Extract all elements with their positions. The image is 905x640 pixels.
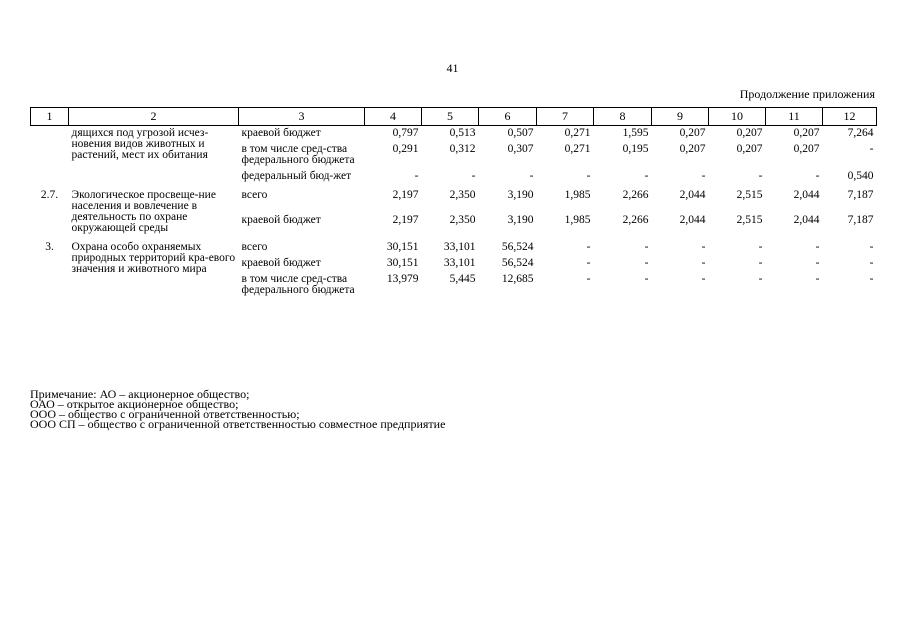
value-cell-col-10: 0,207 (736, 143, 763, 155)
column-header-8: 8 (594, 108, 652, 126)
table-body (31, 126, 877, 300)
value-cell-col-7: 0,271 (564, 127, 591, 139)
value-cell-col-9: 0,207 (679, 143, 706, 155)
value-cell-col-6: 3,190 (507, 214, 534, 227)
value-cell-col-10: - (758, 241, 763, 253)
value-cell-col-9: - (701, 257, 706, 269)
footnote-line: ОАО – открытое акционерное общество; (30, 397, 239, 411)
budget-table (30, 107, 877, 299)
value-cell-col-8: 2,266 (622, 214, 649, 227)
funding-source: всего (241, 189, 268, 201)
value-cell-col-12: - (869, 273, 874, 285)
funding-source: краевой бюджет (241, 257, 321, 269)
value-cell-col-5: 2,350 (449, 189, 476, 201)
funding-source: в том числе сред-ства федерального бюджета (241, 143, 355, 166)
value-cell-col-12: 7,187 (847, 189, 874, 201)
column-header-3: 3 (239, 108, 365, 126)
item-name: дящихся под угрозой исчез-новения видов животных и растений, мест их обитания (71, 127, 209, 161)
value-cell-col-5: 0,312 (449, 143, 476, 155)
value-cell-col-11: - (815, 257, 820, 269)
value-cell-col-6: 12,685 (501, 273, 534, 285)
table-row (31, 126, 877, 143)
value-cell-col-4: 30,151 (386, 257, 419, 269)
value-cell-col-10: 0,207 (736, 127, 763, 139)
value-cell-col-12: 7,264 (847, 127, 874, 139)
value-cell-col-4: 0,291 (392, 143, 419, 155)
value-cell-col-6: 3,190 (507, 189, 534, 201)
column-header-12: 12 (823, 108, 877, 126)
item-index: 2.7. (40, 189, 59, 201)
column-header-9: 9 (652, 108, 709, 126)
value-cell-col-9: 2,044 (679, 189, 706, 201)
value-cell-col-8: 2,266 (622, 189, 649, 201)
item-name: Охрана особо охраняемых природных территорий кра-евого значения и животного мира (71, 241, 236, 275)
value-cell-col-5: - (471, 170, 476, 182)
value-cell-col-5: 0,513 (449, 127, 476, 139)
column-header-6: 6 (479, 108, 537, 126)
value-cell-col-12: 0,540 (847, 170, 874, 182)
value-cell-col-11: 2,044 (793, 189, 820, 201)
value-cell-col-8: - (644, 241, 649, 253)
value-cell-col-12: - (869, 241, 874, 253)
value-cell-col-7: 1,985 (564, 189, 591, 201)
value-cell-col-4: 2,197 (392, 189, 419, 201)
value-cell-col-5: 2,350 (449, 214, 476, 227)
value-cell-col-9: - (701, 170, 706, 182)
value-cell-col-8: - (644, 170, 649, 182)
item-index: 3. (45, 241, 54, 253)
value-cell-col-12: - (869, 257, 874, 269)
item-index (31, 126, 69, 186)
value-cell-col-5: 33,101 (443, 257, 476, 269)
value-cell-col-6: - (529, 170, 534, 182)
value-cell-col-6: 0,307 (507, 143, 534, 155)
value-cell-col-4: 0,797 (392, 127, 419, 139)
value-cell-col-12: 7,187 (847, 214, 874, 227)
value-cell-col-10: 2,515 (736, 214, 763, 227)
footnote-block (30, 389, 445, 429)
header-row (31, 108, 877, 126)
value-cell-col-10: - (758, 257, 763, 269)
table-row (31, 185, 877, 213)
value-cell-col-8: - (644, 273, 649, 285)
funding-source: федеральный бюд-жет (241, 170, 352, 182)
column-header-2: 2 (69, 108, 239, 126)
funding-source: всего (241, 241, 268, 253)
column-header-4: 4 (365, 108, 422, 126)
column-header-11: 11 (766, 108, 823, 126)
column-header-5: 5 (422, 108, 479, 126)
table-row (31, 237, 877, 256)
value-cell-col-4: 30,151 (386, 241, 419, 253)
value-cell-col-10: - (758, 273, 763, 285)
value-cell-col-6: 56,524 (501, 257, 534, 269)
value-cell-col-12: - (869, 143, 874, 155)
value-cell-col-7: - (586, 241, 591, 253)
item-name: Экологическое просвеще-ние населения и вовлечение в деятельность по охране окружающей среды (71, 189, 216, 234)
value-cell-col-10: - (758, 170, 763, 182)
value-cell-col-4: - (414, 170, 419, 182)
value-cell-col-7: - (586, 273, 591, 285)
table-header (31, 108, 877, 126)
funding-source: в том числе сред-ства федерального бюджета (241, 273, 355, 296)
continuation-label: Продолжение приложения (739, 87, 875, 101)
funding-source: краевой бюджет (241, 214, 321, 227)
value-cell-col-9: 0,207 (679, 127, 706, 139)
footnote-line: ООО СП – общество с ограниченной ответственностью совместное предприятие (30, 417, 446, 431)
footnote-line: ООО – общество с ограниченной ответственностью; (30, 407, 300, 421)
value-cell-col-11: - (815, 273, 820, 285)
value-cell-col-11: - (815, 241, 820, 253)
value-cell-col-11: 0,207 (793, 127, 820, 139)
value-cell-col-9: - (701, 241, 706, 253)
value-cell-col-11: - (815, 170, 820, 182)
value-cell-col-4: 2,197 (392, 214, 419, 227)
value-cell-col-7: - (586, 170, 591, 182)
column-header-10: 10 (709, 108, 766, 126)
value-cell-col-8: 1,595 (622, 127, 649, 139)
value-cell-col-5: 33,101 (443, 241, 476, 253)
value-cell-col-8: 0,195 (622, 143, 649, 155)
value-cell-col-7: - (586, 257, 591, 269)
value-cell-col-8: - (644, 257, 649, 269)
column-header-1: 1 (31, 108, 69, 126)
value-cell-col-7: 0,271 (564, 143, 591, 155)
value-cell-col-10: 2,515 (736, 189, 763, 201)
column-header-7: 7 (537, 108, 594, 126)
value-cell-col-4: 13,979 (386, 273, 419, 285)
value-cell-col-5: 5,445 (449, 273, 476, 285)
value-cell-col-11: 0,207 (793, 143, 820, 155)
value-cell-col-6: 0,507 (507, 127, 534, 139)
value-cell-col-9: 2,044 (679, 214, 706, 227)
value-cell-col-9: - (701, 273, 706, 285)
value-cell-col-6: 56,524 (501, 241, 534, 253)
value-cell-col-11: 2,044 (793, 214, 820, 227)
footnote-line: Примечание: АО – акционерное общество; (30, 387, 250, 401)
page-number: 41 (446, 61, 459, 75)
funding-source: краевой бюджет (241, 127, 321, 139)
value-cell-col-7: 1,985 (564, 214, 591, 227)
